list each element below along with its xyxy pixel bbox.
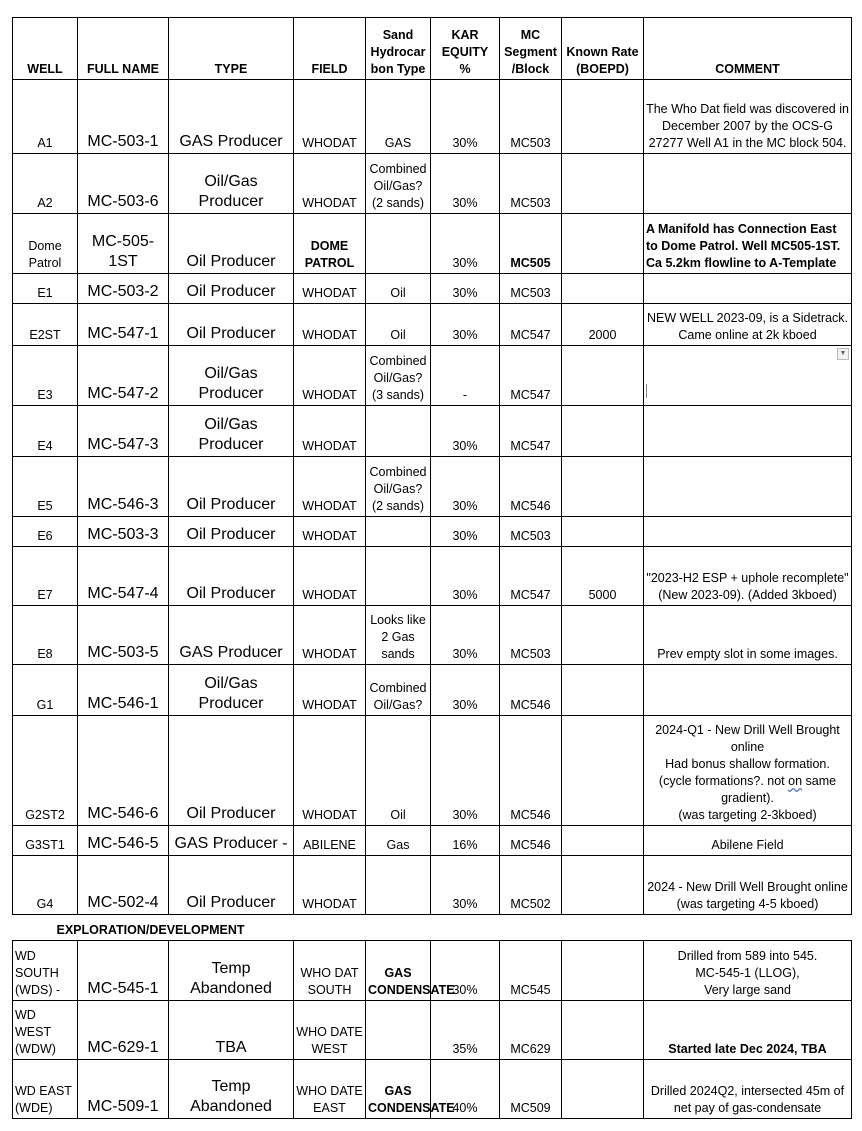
- cell-rate[interactable]: [562, 1060, 644, 1119]
- cell-full-name[interactable]: MC-505-1ST: [78, 214, 169, 274]
- cell-comment[interactable]: [644, 716, 852, 826]
- cell-type[interactable]: Oil Producer: [169, 547, 294, 606]
- cell-sand[interactable]: [366, 517, 431, 547]
- cell-well[interactable]: A1: [13, 80, 78, 154]
- cell-sand[interactable]: [366, 547, 431, 606]
- cell-well[interactable]: E1: [13, 274, 78, 304]
- cell-kar[interactable]: 30%: [431, 547, 500, 606]
- cell-mc[interactable]: MC547: [500, 406, 562, 457]
- comment-line-spellcheck: (cycle formations?. not on same gradient).: [658, 774, 837, 805]
- cell-type[interactable]: Oil/Gas Producer: [169, 406, 294, 457]
- cell-comment[interactable]: "2023-H2 ESP + uphole recomplete" (New 2023-09). (Added 3kboed): [644, 547, 852, 606]
- comment-line: 2024-Q1 - New Drill Well Brought online: [655, 723, 840, 754]
- col-header-comment: COMMENT: [644, 18, 852, 80]
- cell-mc[interactable]: MC503: [500, 517, 562, 547]
- col-header-known-rate: Known Rate (BOEPD): [562, 18, 644, 80]
- cell-field[interactable]: WHODAT: [294, 346, 366, 406]
- table-row: [13, 665, 852, 716]
- cell-comment[interactable]: [644, 154, 852, 214]
- cell-type[interactable]: Temp Abandoned: [169, 941, 294, 1001]
- cell-sand[interactable]: [366, 856, 431, 915]
- cell-well[interactable]: G2ST2: [13, 716, 78, 826]
- cell-type[interactable]: Oil Producer: [169, 304, 294, 346]
- cell-well[interactable]: G1: [13, 665, 78, 716]
- cell-type[interactable]: Oil Producer: [169, 517, 294, 547]
- cell-comment[interactable]: The Who Dat field was discovered in December 2007 by the OCS-G 27277 Well A1 in the MC block 504.: [644, 80, 852, 154]
- empty-cell: [644, 915, 852, 941]
- cell-full-name[interactable]: MC-546-1: [78, 665, 169, 716]
- cell-full-name[interactable]: MC-629-1: [78, 1001, 169, 1060]
- table-row: [13, 154, 852, 214]
- cell-mc[interactable]: MC503: [500, 274, 562, 304]
- cell-kar[interactable]: 30%: [431, 457, 500, 517]
- cell-field[interactable]: WHODAT: [294, 80, 366, 154]
- cell-well[interactable]: E6: [13, 517, 78, 547]
- cell-type[interactable]: Oil Producer: [169, 716, 294, 826]
- cell-well[interactable]: E8: [13, 606, 78, 665]
- cell-full-name[interactable]: MC-547-4: [78, 547, 169, 606]
- cell-full-name[interactable]: MC-503-5: [78, 606, 169, 665]
- text-cursor-icon: [646, 384, 647, 398]
- well-table-container: [12, 17, 852, 1119]
- table-row: [13, 80, 852, 154]
- cell-type[interactable]: Oil Producer: [169, 274, 294, 304]
- cell-full-name[interactable]: MC-547-3: [78, 406, 169, 457]
- table-row: [13, 304, 852, 346]
- cell-kar[interactable]: 30%: [431, 716, 500, 826]
- table-row: [13, 1060, 852, 1119]
- cell-mc[interactable]: MC545: [500, 941, 562, 1001]
- cell-field[interactable]: WHODAT: [294, 457, 366, 517]
- cell-comment[interactable]: [644, 941, 852, 1001]
- cell-full-name[interactable]: MC-546-5: [78, 826, 169, 856]
- cell-full-name[interactable]: MC-503-1: [78, 80, 169, 154]
- cell-comment[interactable]: [644, 274, 852, 304]
- cell-kar[interactable]: 30%: [431, 606, 500, 665]
- cell-type[interactable]: Oil Producer: [169, 856, 294, 915]
- header-row: [13, 18, 852, 80]
- cell-rate[interactable]: [562, 1001, 644, 1060]
- cell-rate[interactable]: [562, 274, 644, 304]
- comment-line: Had bonus shallow formation.: [665, 757, 830, 771]
- cell-sand[interactable]: Oil: [366, 716, 431, 826]
- cell-full-name[interactable]: MC-503-6: [78, 154, 169, 214]
- cell-kar[interactable]: 30%: [431, 274, 500, 304]
- cell-sand[interactable]: [366, 1001, 431, 1060]
- table-row: [13, 406, 852, 457]
- cell-comment[interactable]: [644, 665, 852, 716]
- table-row: [13, 716, 852, 826]
- cell-kar[interactable]: 30%: [431, 214, 500, 274]
- cell-rate[interactable]: [562, 214, 644, 274]
- cell-comment[interactable]: A Manifold has Connection East to Dome Patrol. Well MC505-1ST. Ca 5.2km flowline to A-Template: [644, 214, 852, 274]
- cell-field[interactable]: ABILENE: [294, 826, 366, 856]
- cell-sand[interactable]: [366, 406, 431, 457]
- spellcheck-underline: on: [788, 774, 803, 788]
- cell-kar[interactable]: 30%: [431, 856, 500, 915]
- cell-comment[interactable]: [644, 457, 852, 517]
- comment-line: Very large sand: [704, 983, 791, 997]
- comment-line: Drilled from 589 into 545.: [677, 949, 818, 963]
- cell-mc[interactable]: MC503: [500, 80, 562, 154]
- cell-comment[interactable]: [644, 406, 852, 457]
- cell-sand[interactable]: Combined Oil/Gas? (3 sands): [366, 346, 431, 406]
- cell-sand[interactable]: GAS: [366, 80, 431, 154]
- cell-kar[interactable]: 35%: [431, 1001, 500, 1060]
- table-row: [13, 346, 852, 406]
- table-row: [13, 941, 852, 1001]
- cell-mc[interactable]: MC547: [500, 547, 562, 606]
- cell-well[interactable]: A2: [13, 154, 78, 214]
- cell-field[interactable]: WHODAT: [294, 856, 366, 915]
- cell-mc[interactable]: MC505: [500, 214, 562, 274]
- cell-comment[interactable]: Abilene Field: [644, 826, 852, 856]
- col-header-kar-equity: KAR EQUITY %: [431, 18, 500, 80]
- cell-comment[interactable]: Prev empty slot in some images.: [644, 606, 852, 665]
- empty-cell: [562, 915, 644, 941]
- table-row: [13, 856, 852, 915]
- empty-cell: [294, 915, 366, 941]
- cell-kar[interactable]: -: [431, 346, 500, 406]
- cell-field[interactable]: WHODAT: [294, 406, 366, 457]
- table-row: [13, 547, 852, 606]
- table-row: [13, 1001, 852, 1060]
- cell-well[interactable]: Dome Patrol: [13, 214, 78, 274]
- cell-rate[interactable]: [562, 346, 644, 406]
- comment-line: (was targeting 4-5 kboed): [676, 897, 819, 911]
- cell-rate[interactable]: [562, 941, 644, 1001]
- cell-sand[interactable]: GAS CONDENSATE: [366, 941, 431, 1001]
- cell-field[interactable]: DOME PATROL: [294, 214, 366, 274]
- cell-type[interactable]: Oil/Gas Producer: [169, 154, 294, 214]
- cell-mc[interactable]: MC546: [500, 457, 562, 517]
- cell-field[interactable]: WHODAT: [294, 547, 366, 606]
- cell-sand[interactable]: [366, 214, 431, 274]
- cell-well[interactable]: WD SOUTH (WDS) -: [13, 941, 78, 1001]
- cell-comment[interactable]: Drilled 2024Q2, intersected 45m of net pay of gas-condensate: [644, 1060, 852, 1119]
- cell-rate[interactable]: 2000: [562, 304, 644, 346]
- comment-line: 2024 - New Drill Well Brought online: [647, 880, 848, 894]
- cell-kar[interactable]: 30%: [431, 941, 500, 1001]
- cell-comment[interactable]: [644, 856, 852, 915]
- cell-mc[interactable]: MC629: [500, 1001, 562, 1060]
- cell-field[interactable]: WHODAT: [294, 665, 366, 716]
- cell-type[interactable]: Oil Producer: [169, 457, 294, 517]
- col-header-well: WELL: [13, 18, 78, 80]
- cell-kar[interactable]: 30%: [431, 80, 500, 154]
- col-header-sand: Sand Hydrocar bon Type: [366, 18, 431, 80]
- cell-field[interactable]: WHODAT: [294, 517, 366, 547]
- cell-full-name[interactable]: MC-503-2: [78, 274, 169, 304]
- cell-sand[interactable]: Gas: [366, 826, 431, 856]
- table-row: [13, 517, 852, 547]
- cell-full-name[interactable]: MC-546-3: [78, 457, 169, 517]
- cell-well[interactable]: E3: [13, 346, 78, 406]
- table-row: [13, 214, 852, 274]
- cell-kar[interactable]: 30%: [431, 665, 500, 716]
- cell-field[interactable]: WHODAT: [294, 304, 366, 346]
- cell-field[interactable]: WHODAT: [294, 274, 366, 304]
- col-header-mc-segment: MC Segment /Block: [500, 18, 562, 80]
- comment-line: (was targeting 2-3kboed): [678, 808, 817, 822]
- cell-rate[interactable]: [562, 457, 644, 517]
- cell-well[interactable]: E5: [13, 457, 78, 517]
- well-table: [12, 17, 852, 1119]
- section-label[interactable]: EXPLORATION/DEVELOPMENT: [13, 915, 294, 941]
- table-row: [13, 274, 852, 304]
- cell-field[interactable]: WHODAT: [294, 716, 366, 826]
- cell-kar[interactable]: 40%: [431, 1060, 500, 1119]
- section-row: [13, 915, 852, 941]
- cell-well[interactable]: E7: [13, 547, 78, 606]
- cell-rate[interactable]: [562, 856, 644, 915]
- cell-full-name[interactable]: MC-546-6: [78, 716, 169, 826]
- cell-well[interactable]: WD EAST (WDE): [13, 1060, 78, 1119]
- cell-rate[interactable]: [562, 517, 644, 547]
- cell-full-name[interactable]: MC-503-3: [78, 517, 169, 547]
- cell-comment[interactable]: Started late Dec 2024, TBA: [644, 1001, 852, 1060]
- cell-sand[interactable]: Oil: [366, 274, 431, 304]
- cell-field[interactable]: WHO DAT SOUTH: [294, 941, 366, 1001]
- cell-kar[interactable]: 30%: [431, 406, 500, 457]
- cell-sand[interactable]: Oil: [366, 304, 431, 346]
- table-row: [13, 826, 852, 856]
- cell-type[interactable]: Oil Producer: [169, 214, 294, 274]
- cell-rate[interactable]: [562, 716, 644, 826]
- cell-full-name[interactable]: MC-547-1: [78, 304, 169, 346]
- cell-kar[interactable]: 16%: [431, 826, 500, 856]
- cell-sand[interactable]: Combined Oil/Gas? (2 sands): [366, 154, 431, 214]
- cell-mc[interactable]: MC546: [500, 826, 562, 856]
- col-header-type: TYPE: [169, 18, 294, 80]
- cell-well[interactable]: G4: [13, 856, 78, 915]
- empty-cell: [431, 915, 500, 941]
- cell-field[interactable]: WHO DATE EAST: [294, 1060, 366, 1119]
- cell-mc[interactable]: MC503: [500, 606, 562, 665]
- cell-rate[interactable]: [562, 406, 644, 457]
- cell-rate[interactable]: [562, 80, 644, 154]
- cell-sand[interactable]: Combined Oil/Gas? (2 sands): [366, 457, 431, 517]
- cell-mc[interactable]: MC546: [500, 665, 562, 716]
- cell-mc[interactable]: MC547: [500, 304, 562, 346]
- cell-type[interactable]: TBA: [169, 1001, 294, 1060]
- cell-type[interactable]: GAS Producer: [169, 80, 294, 154]
- cell-well[interactable]: E2ST: [13, 304, 78, 346]
- cell-comment-selected[interactable]: [644, 346, 852, 406]
- cell-rate[interactable]: 5000: [562, 547, 644, 606]
- cell-sand[interactable]: GAS CONDENSATE: [366, 1060, 431, 1119]
- cell-mc[interactable]: MC502: [500, 856, 562, 915]
- cell-dropdown-icon[interactable]: ▼: [837, 348, 849, 360]
- cell-rate[interactable]: [562, 826, 644, 856]
- cell-type[interactable]: GAS Producer -: [169, 826, 294, 856]
- cell-field[interactable]: WHO DATE WEST: [294, 1001, 366, 1060]
- cell-rate[interactable]: [562, 606, 644, 665]
- cell-type[interactable]: Oil/Gas Producer: [169, 665, 294, 716]
- cell-well[interactable]: E4: [13, 406, 78, 457]
- cell-mc[interactable]: MC509: [500, 1060, 562, 1119]
- cell-well[interactable]: WD WEST (WDW): [13, 1001, 78, 1060]
- comment-line: MC-545-1 (LLOG),: [695, 966, 800, 980]
- cell-full-name[interactable]: MC-509-1: [78, 1060, 169, 1119]
- cell-type[interactable]: GAS Producer: [169, 606, 294, 665]
- cell-comment[interactable]: [644, 517, 852, 547]
- cell-mc[interactable]: MC546: [500, 716, 562, 826]
- cell-comment[interactable]: NEW WELL 2023-09, is a Sidetrack. Came online at 2k kboed: [644, 304, 852, 346]
- cell-rate[interactable]: [562, 665, 644, 716]
- empty-cell: [366, 915, 431, 941]
- cell-mc[interactable]: MC503: [500, 154, 562, 214]
- table-row: [13, 457, 852, 517]
- cell-full-name[interactable]: MC-545-1: [78, 941, 169, 1001]
- cell-kar[interactable]: 30%: [431, 154, 500, 214]
- table-row: [13, 606, 852, 665]
- cell-rate[interactable]: [562, 154, 644, 214]
- col-header-field: FIELD: [294, 18, 366, 80]
- cell-type[interactable]: Temp Abandoned: [169, 1060, 294, 1119]
- empty-cell: [500, 915, 562, 941]
- cell-sand[interactable]: Looks like 2 Gas sands: [366, 606, 431, 665]
- cell-sand[interactable]: Combined Oil/Gas?: [366, 665, 431, 716]
- cell-field[interactable]: WHODAT: [294, 154, 366, 214]
- cell-well[interactable]: G3ST1: [13, 826, 78, 856]
- cell-full-name[interactable]: MC-502-4: [78, 856, 169, 915]
- cell-mc[interactable]: MC547: [500, 346, 562, 406]
- cell-type[interactable]: Oil/Gas Producer: [169, 346, 294, 406]
- cell-field[interactable]: WHODAT: [294, 606, 366, 665]
- cell-full-name[interactable]: MC-547-2: [78, 346, 169, 406]
- col-header-full-name: FULL NAME: [78, 18, 169, 80]
- cell-kar[interactable]: 30%: [431, 517, 500, 547]
- cell-kar[interactable]: 30%: [431, 304, 500, 346]
